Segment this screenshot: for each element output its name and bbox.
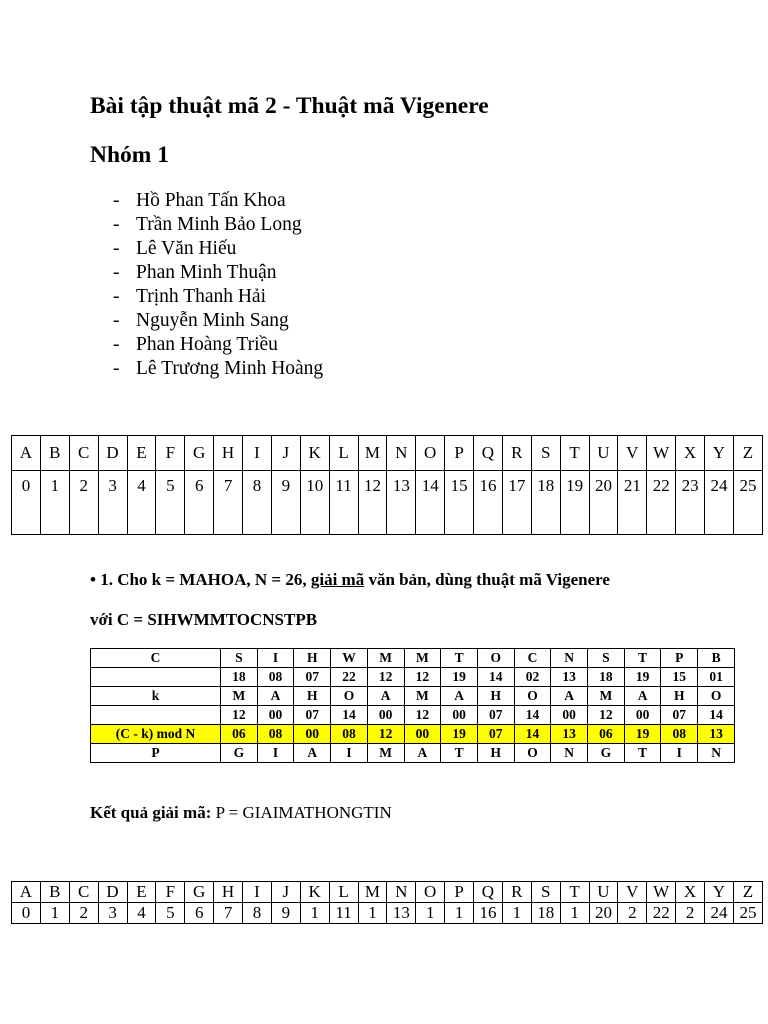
table-cell: H: [477, 744, 514, 763]
table-cell: 00: [404, 725, 441, 744]
number-cell: 1: [560, 903, 589, 924]
letter-cell: J: [271, 882, 300, 903]
member-name: Phan Minh Thuận: [136, 262, 277, 283]
table-cell: 01: [698, 668, 735, 687]
letter-cell: Z: [733, 436, 762, 471]
table-cell: M: [221, 687, 258, 706]
table-row: [91, 668, 735, 687]
table-cell: 13: [551, 725, 588, 744]
table-row: [91, 706, 735, 725]
letter-cell: Q: [474, 436, 503, 471]
table-cell: 19: [441, 725, 478, 744]
member-name: Trịnh Thanh Hải: [136, 286, 267, 307]
list-item: - Nguyễn Minh Sang: [113, 310, 289, 331]
number-cell: 1: [358, 903, 387, 924]
letter-cell: V: [618, 882, 647, 903]
letter-cell: G: [185, 436, 214, 471]
number-cell: 25: [733, 471, 762, 535]
table-cell: S: [221, 649, 258, 668]
number-cell: 2: [676, 903, 705, 924]
member-name: Nguyễn Minh Sang: [136, 310, 289, 331]
number-cell: 18: [531, 471, 560, 535]
number-cell: 0: [12, 903, 41, 924]
number-cell: 12: [358, 471, 387, 535]
table-cell: 13: [698, 725, 735, 744]
table-cell: H: [477, 687, 514, 706]
table-cell: 12: [221, 706, 258, 725]
number-cell: 13: [387, 471, 416, 535]
row-label: (C - k) mod N: [91, 725, 221, 744]
number-cell: 25: [733, 903, 762, 924]
letter-cell: T: [560, 436, 589, 471]
table-cell: 19: [624, 668, 661, 687]
task-underlined: giải mã: [310, 570, 365, 589]
table-cell: A: [294, 744, 331, 763]
letter-cell: C: [69, 436, 98, 471]
letter-cell: G: [185, 882, 214, 903]
table-cell: 06: [588, 725, 625, 744]
letter-cell: I: [243, 882, 272, 903]
table-cell: I: [257, 744, 294, 763]
number-cell: 21: [618, 471, 647, 535]
table-cell: O: [331, 687, 368, 706]
table-cell: 12: [404, 706, 441, 725]
list-item: - Phan Minh Thuận: [113, 262, 277, 283]
number-cell: 3: [98, 471, 127, 535]
table-cell: O: [477, 649, 514, 668]
member-name: Hồ Phan Tấn Khoa: [136, 190, 286, 211]
task-prefix: • 1. Cho k = MAHOA, N = 26,: [90, 570, 311, 589]
table-cell: C: [514, 649, 551, 668]
row-label: P: [91, 744, 221, 763]
letter-cell: V: [618, 436, 647, 471]
table-cell: A: [404, 744, 441, 763]
table-cell: I: [257, 649, 294, 668]
table-cell: 18: [221, 668, 258, 687]
table-cell: 07: [477, 725, 514, 744]
table-cell: N: [698, 744, 735, 763]
letter-cell: R: [502, 436, 531, 471]
letter-cell: X: [676, 436, 705, 471]
table-cell: 15: [661, 668, 698, 687]
letter-cell: B: [40, 436, 69, 471]
number-cell: 9: [271, 903, 300, 924]
number-cell: 11: [329, 903, 358, 924]
number-cell: 19: [560, 471, 589, 535]
numbers-row: [12, 903, 763, 924]
letter-cell: E: [127, 882, 156, 903]
ciphertext-line: với C = SIHWMMTOCNSTPB: [90, 610, 318, 629]
table-cell: W: [331, 649, 368, 668]
number-cell: 13: [387, 903, 416, 924]
table-cell: I: [331, 744, 368, 763]
number-cell: 2: [69, 903, 98, 924]
list-item: - Trịnh Thanh Hải: [113, 286, 267, 307]
table-cell: 12: [588, 706, 625, 725]
number-cell: 8: [243, 903, 272, 924]
letter-cell: H: [214, 436, 243, 471]
member-name: Lê Văn Hiếu: [136, 238, 237, 259]
numbers-row: [12, 471, 763, 535]
letter-cell: F: [156, 882, 185, 903]
table-cell: 00: [257, 706, 294, 725]
number-cell: 16: [474, 471, 503, 535]
number-cell: 3: [98, 903, 127, 924]
member-name: Lê Trương Minh Hoàng: [136, 358, 324, 379]
letter-cell: D: [98, 436, 127, 471]
number-cell: 1: [40, 903, 69, 924]
number-cell: 17: [502, 471, 531, 535]
table-cell: 22: [331, 668, 368, 687]
table-cell: 19: [441, 668, 478, 687]
letter-cell: L: [329, 436, 358, 471]
table-cell: 14: [477, 668, 514, 687]
letter-cell: E: [127, 436, 156, 471]
table-cell: M: [404, 687, 441, 706]
number-cell: 11: [329, 471, 358, 535]
table-cell: O: [514, 687, 551, 706]
number-cell: 10: [300, 471, 329, 535]
list-item: - Lê Văn Hiếu: [113, 238, 237, 259]
number-cell: 18: [531, 903, 560, 924]
number-cell: 2: [69, 471, 98, 535]
number-cell: 15: [445, 471, 474, 535]
table-cell: M: [588, 687, 625, 706]
table-cell: M: [367, 649, 404, 668]
letter-cell: F: [156, 436, 185, 471]
letter-cell: O: [416, 882, 445, 903]
task-suffix: văn bản, dùng thuật mã Vigenere: [364, 570, 610, 589]
list-item: - Phan Hoàng Triều: [113, 334, 278, 355]
letter-cell: K: [300, 882, 329, 903]
letter-cell: M: [358, 882, 387, 903]
table-cell: A: [624, 687, 661, 706]
number-cell: 4: [127, 471, 156, 535]
table-cell: 08: [331, 725, 368, 744]
letter-cell: Y: [705, 436, 734, 471]
cipher-table: [90, 648, 735, 763]
number-cell: 0: [12, 471, 41, 535]
result-value: P = GIAIMATHONGTIN: [211, 803, 392, 822]
table-cell: 14: [698, 706, 735, 725]
letter-cell: H: [214, 882, 243, 903]
table-cell: M: [367, 744, 404, 763]
letter-cell: U: [589, 882, 618, 903]
number-cell: 23: [676, 471, 705, 535]
number-cell: 8: [243, 471, 272, 535]
member-name: Trần Minh Bảo Long: [136, 214, 302, 235]
table-cell: O: [514, 744, 551, 763]
table-cell: 14: [514, 725, 551, 744]
number-cell: 16: [474, 903, 503, 924]
table-cell: P: [661, 649, 698, 668]
number-cell: 5: [156, 903, 185, 924]
table-cell: 06: [221, 725, 258, 744]
letter-cell: T: [560, 882, 589, 903]
table-cell: N: [551, 744, 588, 763]
number-cell: 24: [705, 903, 734, 924]
letter-cell: A: [12, 882, 41, 903]
letter-cell: X: [676, 882, 705, 903]
letter-cell: I: [243, 436, 272, 471]
letter-cell: N: [387, 436, 416, 471]
table-cell: 00: [367, 706, 404, 725]
letter-cell: Q: [474, 882, 503, 903]
alphabet-table: [11, 435, 763, 535]
number-cell: 22: [647, 471, 676, 535]
table-row: [91, 744, 735, 763]
row-label: k: [91, 687, 221, 706]
letter-cell: W: [647, 436, 676, 471]
number-cell: 14: [416, 471, 445, 535]
table-cell: 12: [404, 668, 441, 687]
list-item: - Hồ Phan Tấn Khoa: [113, 190, 286, 211]
table-cell: A: [367, 687, 404, 706]
letter-cell: L: [329, 882, 358, 903]
table-cell: I: [661, 744, 698, 763]
table-cell: 08: [257, 668, 294, 687]
table-cell: 07: [477, 706, 514, 725]
letter-cell: D: [98, 882, 127, 903]
table-cell: A: [551, 687, 588, 706]
row-label: C: [91, 649, 221, 668]
table-cell: 08: [661, 725, 698, 744]
table-cell: S: [588, 649, 625, 668]
letter-cell: B: [40, 882, 69, 903]
table-cell: 00: [294, 725, 331, 744]
number-cell: 22: [647, 903, 676, 924]
number-cell: 9: [271, 471, 300, 535]
letter-cell: S: [531, 436, 560, 471]
number-cell: 4: [127, 903, 156, 924]
result-label: Kết quả giải mã:: [90, 803, 212, 822]
table-cell: 07: [294, 668, 331, 687]
letter-cell: M: [358, 436, 387, 471]
table-cell: H: [661, 687, 698, 706]
letter-cell: R: [502, 882, 531, 903]
table-cell: G: [588, 744, 625, 763]
table-cell: 00: [551, 706, 588, 725]
letter-cell: S: [531, 882, 560, 903]
list-item: - Trần Minh Bảo Long: [113, 214, 302, 235]
letter-cell: A: [12, 436, 41, 471]
member-list: [113, 189, 323, 381]
result-line: [90, 803, 392, 823]
table-cell: T: [624, 649, 661, 668]
number-cell: 6: [185, 903, 214, 924]
table-cell: 07: [661, 706, 698, 725]
letter-cell: U: [589, 436, 618, 471]
alphabet-table-2: [11, 881, 763, 924]
table-row: [91, 687, 735, 706]
table-cell: H: [294, 649, 331, 668]
table-cell: 13: [551, 668, 588, 687]
table-cell: 12: [367, 725, 404, 744]
number-cell: 1: [416, 903, 445, 924]
letter-cell: O: [416, 436, 445, 471]
table-cell: 19: [624, 725, 661, 744]
number-cell: 7: [214, 903, 243, 924]
table-row: [91, 725, 735, 744]
table-cell: 08: [257, 725, 294, 744]
table-cell: H: [294, 687, 331, 706]
table-cell: B: [698, 649, 735, 668]
letters-row: [12, 436, 763, 471]
letter-cell: P: [445, 882, 474, 903]
letter-cell: K: [300, 436, 329, 471]
table-cell: 14: [514, 706, 551, 725]
table-cell: 14: [331, 706, 368, 725]
number-cell: 6: [185, 471, 214, 535]
number-cell: 5: [156, 471, 185, 535]
number-cell: 20: [589, 903, 618, 924]
table-cell: A: [257, 687, 294, 706]
page-title: Bài tập thuật mã 2 - Thuật mã Vigenere: [90, 93, 489, 119]
number-cell: 1: [300, 903, 329, 924]
table-cell: 02: [514, 668, 551, 687]
table-cell: 12: [367, 668, 404, 687]
letters-row: [12, 882, 763, 903]
list-item: - Lê Trương Minh Hoàng: [113, 358, 324, 379]
table-cell: T: [441, 744, 478, 763]
table-cell: T: [624, 744, 661, 763]
number-cell: 24: [705, 471, 734, 535]
table-cell: 00: [624, 706, 661, 725]
letter-cell: P: [445, 436, 474, 471]
table-cell: N: [551, 649, 588, 668]
letter-cell: Y: [705, 882, 734, 903]
member-name: Phan Hoàng Triều: [136, 334, 278, 355]
letter-cell: Z: [733, 882, 762, 903]
letter-cell: W: [647, 882, 676, 903]
table-cell: 00: [441, 706, 478, 725]
table-cell: O: [698, 687, 735, 706]
table-row: [91, 649, 735, 668]
table-cell: M: [404, 649, 441, 668]
number-cell: 1: [40, 471, 69, 535]
number-cell: 1: [445, 903, 474, 924]
number-cell: 2: [618, 903, 647, 924]
number-cell: 20: [589, 471, 618, 535]
table-cell: A: [441, 687, 478, 706]
group-heading: Nhóm 1: [90, 142, 169, 168]
number-cell: 1: [502, 903, 531, 924]
row-label: [91, 668, 221, 687]
letter-cell: C: [69, 882, 98, 903]
table-cell: T: [441, 649, 478, 668]
table-cell: 07: [294, 706, 331, 725]
number-cell: 7: [214, 471, 243, 535]
task-statement: [90, 570, 610, 590]
letter-cell: J: [271, 436, 300, 471]
table-cell: G: [221, 744, 258, 763]
row-label: [91, 706, 221, 725]
letter-cell: N: [387, 882, 416, 903]
table-cell: 18: [588, 668, 625, 687]
